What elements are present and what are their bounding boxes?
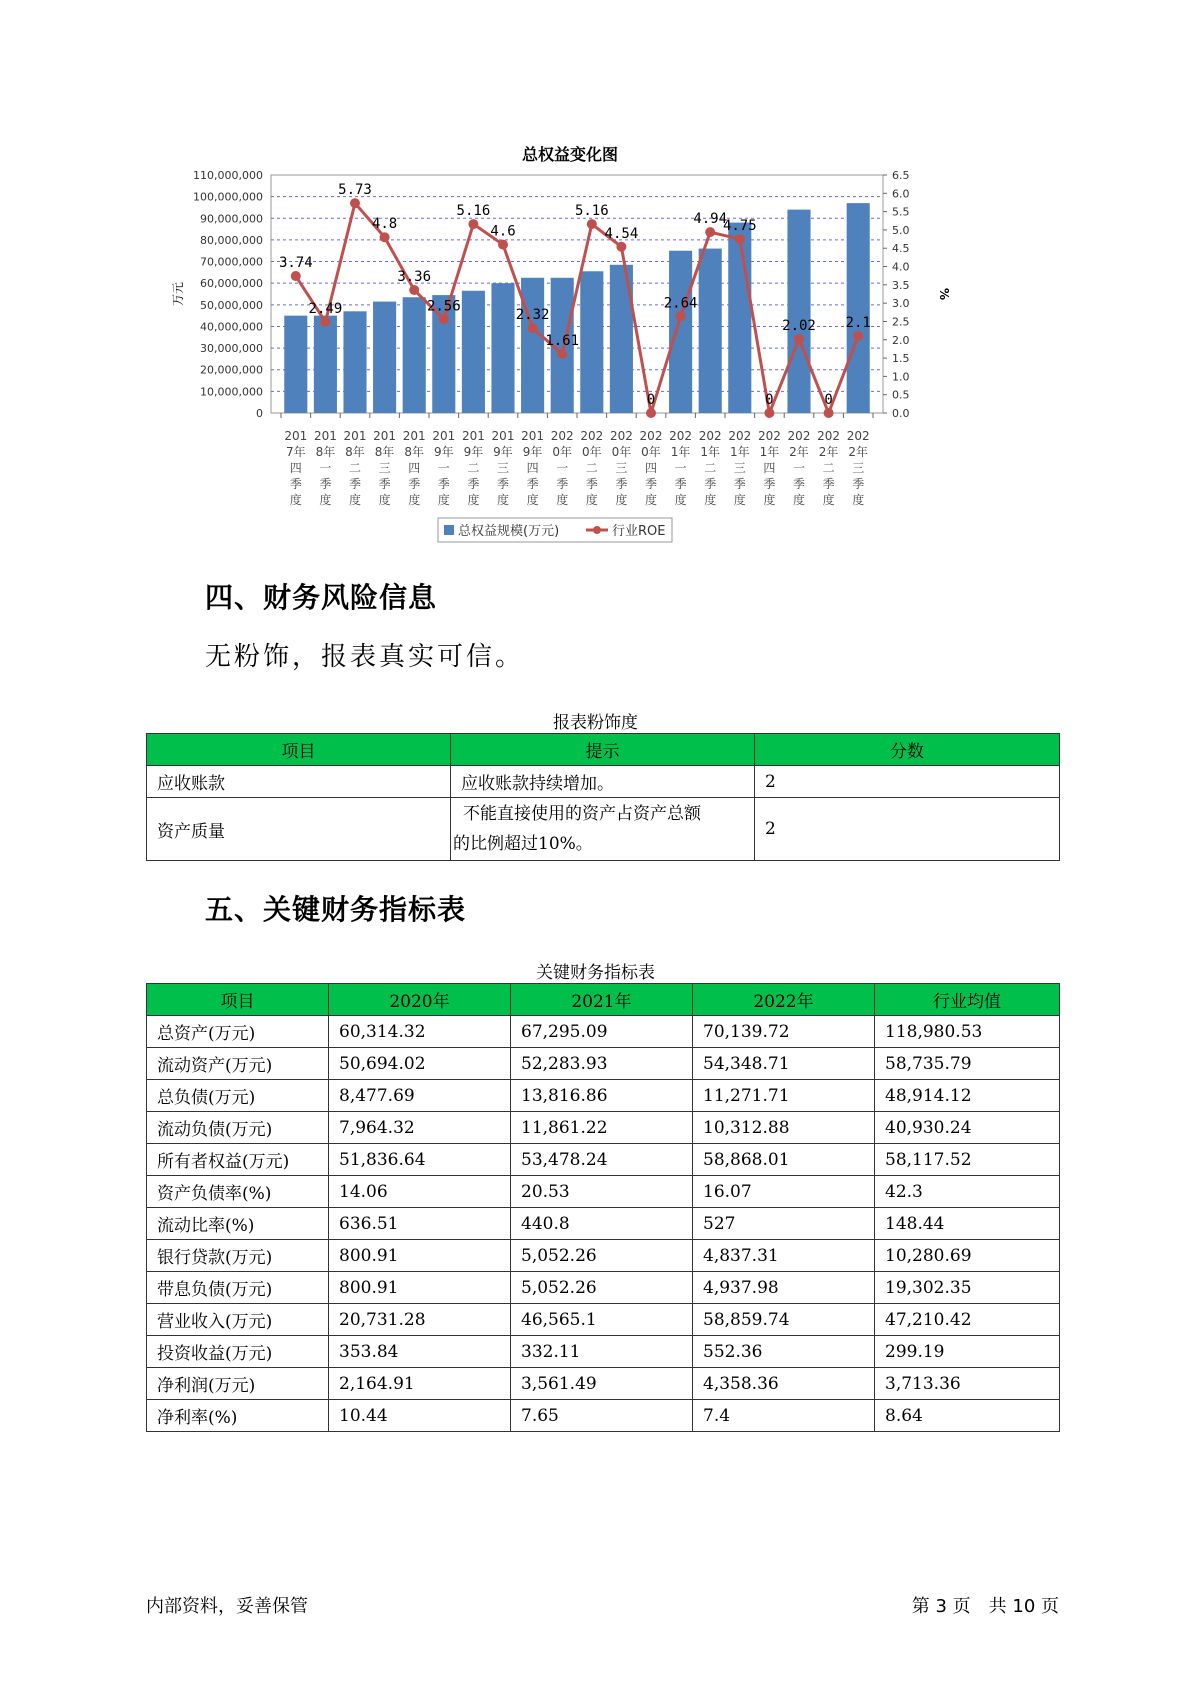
bar bbox=[699, 249, 722, 413]
fin-value-cell: 47,210.42 bbox=[875, 1304, 1060, 1336]
fin-item-cell: 所有者权益(万元) bbox=[147, 1144, 329, 1176]
x-tick-label: 一 bbox=[437, 461, 450, 475]
y-right-tick-label: 4.5 bbox=[892, 242, 910, 256]
x-tick-label: 202 bbox=[550, 429, 574, 443]
table-row bbox=[147, 1016, 1060, 1048]
x-tick-label: 季 bbox=[822, 477, 835, 491]
roe-point bbox=[528, 323, 538, 333]
bar bbox=[669, 251, 692, 413]
x-tick-label: 季 bbox=[437, 477, 450, 491]
roe-data-label: 4.54 bbox=[604, 225, 639, 242]
chart-title: 总权益变化图 bbox=[521, 145, 618, 164]
fin-header-0: 项目 bbox=[147, 984, 329, 1016]
fin-table-header bbox=[147, 984, 1060, 1016]
risk-table bbox=[146, 733, 1060, 861]
x-tick-label: 度 bbox=[556, 493, 569, 507]
y-right-tick-label: 2.5 bbox=[892, 315, 910, 329]
y-left-tick-label: 20,000,000 bbox=[200, 363, 263, 377]
fin-item-cell: 总负债(万元) bbox=[147, 1080, 329, 1112]
x-tick-label: 季 bbox=[348, 477, 362, 491]
fin-value-cell: 299.19 bbox=[875, 1336, 1060, 1368]
fin-item-cell: 带息负债(万元) bbox=[147, 1272, 329, 1304]
roe-data-label: 4.6 bbox=[490, 223, 516, 240]
x-tick-label: 1年 bbox=[700, 445, 721, 459]
risk-header-hint: 提示 bbox=[451, 734, 755, 766]
x-tick-label: 度 bbox=[467, 493, 480, 507]
roe-data-label: 2.1 bbox=[845, 315, 871, 332]
bar bbox=[847, 203, 870, 413]
fin-item-cell: 投资收益(万元) bbox=[147, 1336, 329, 1368]
x-tick-label: 0年 bbox=[611, 445, 632, 459]
fin-value-cell: 58,735.79 bbox=[875, 1048, 1060, 1080]
x-tick-label: 8年 bbox=[404, 445, 425, 459]
fin-header-3: 2022年 bbox=[693, 984, 875, 1016]
roe-point bbox=[557, 349, 567, 359]
fin-table bbox=[146, 983, 1060, 1432]
roe-point bbox=[705, 227, 715, 237]
roe-data-label: 0 bbox=[765, 392, 774, 408]
roe-data-label: 2.32 bbox=[515, 307, 550, 324]
roe-point bbox=[439, 314, 449, 324]
fin-value-cell: 527 bbox=[693, 1208, 875, 1240]
risk-table-header bbox=[147, 734, 1060, 766]
x-tick-label: 二 bbox=[822, 461, 835, 475]
fin-value-cell: 5,052.26 bbox=[511, 1240, 693, 1272]
x-tick-label: 201 bbox=[284, 429, 308, 443]
x-tick-label: 度 bbox=[704, 493, 717, 507]
table-row bbox=[147, 1112, 1060, 1144]
x-tick-label: 202 bbox=[728, 429, 752, 443]
fin-item-cell: 流动资产(万元) bbox=[147, 1048, 329, 1080]
legend-bar-swatch bbox=[444, 525, 454, 535]
fin-item-cell: 流动负债(万元) bbox=[147, 1112, 329, 1144]
risk-table-caption: 报表粉饰度 bbox=[553, 713, 638, 733]
x-tick-label: 度 bbox=[733, 493, 746, 507]
table-row bbox=[147, 1304, 1060, 1336]
fin-value-cell: 7.4 bbox=[693, 1400, 875, 1432]
x-tick-label: 三 bbox=[378, 461, 391, 475]
fin-value-cell: 58,117.52 bbox=[875, 1144, 1060, 1176]
y-right-tick-label: 2.0 bbox=[892, 333, 910, 347]
x-tick-label: 三 bbox=[852, 461, 865, 475]
roe-data-label: 2.49 bbox=[308, 300, 343, 317]
x-tick-label: 季 bbox=[496, 477, 510, 491]
roe-point bbox=[291, 271, 301, 281]
x-tick-label: 季 bbox=[733, 477, 746, 491]
x-tick-label: 二 bbox=[585, 461, 598, 475]
fin-value-cell: 11,861.22 bbox=[511, 1112, 693, 1144]
x-tick-label: 四 bbox=[408, 461, 421, 475]
fin-value-cell: 13,816.86 bbox=[511, 1080, 693, 1112]
roe-point bbox=[468, 219, 478, 229]
table-row bbox=[147, 1272, 1060, 1304]
y-right-tick-label: 4.0 bbox=[892, 260, 910, 274]
x-tick-label: 度 bbox=[437, 493, 450, 507]
risk-score: 2 bbox=[755, 766, 1060, 798]
fin-value-cell: 48,914.12 bbox=[875, 1080, 1060, 1112]
x-tick-label: 度 bbox=[319, 493, 332, 507]
roe-data-label: 4.8 bbox=[371, 216, 398, 233]
fin-item-cell: 资产负债率(%) bbox=[147, 1176, 329, 1208]
fin-value-cell: 52,283.93 bbox=[511, 1048, 693, 1080]
fin-value-cell: 800.91 bbox=[329, 1272, 511, 1304]
fin-value-cell: 51,836.64 bbox=[329, 1144, 511, 1176]
fin-value-cell: 353.84 bbox=[329, 1336, 511, 1368]
x-tick-label: 四 bbox=[289, 461, 302, 475]
roe-data-label: 5.16 bbox=[574, 203, 609, 220]
roe-point bbox=[735, 234, 745, 244]
x-tick-label: 202 bbox=[846, 429, 870, 443]
x-tick-label: 202 bbox=[580, 429, 604, 443]
bar bbox=[491, 283, 514, 413]
fin-header-2: 2021年 bbox=[511, 984, 693, 1016]
x-tick-label: 9年 bbox=[433, 445, 454, 459]
x-tick-label: 202 bbox=[669, 429, 693, 443]
table-row bbox=[147, 1080, 1060, 1112]
fin-value-cell: 8.64 bbox=[875, 1400, 1060, 1432]
x-tick-label: 季 bbox=[526, 477, 539, 491]
footer-page-number: 第 3 页 共 10 页 bbox=[911, 1596, 1059, 1617]
x-tick-label: 二 bbox=[467, 461, 480, 475]
roe-data-label: 0 bbox=[646, 392, 656, 408]
x-tick-label: 季 bbox=[704, 477, 717, 491]
risk-hint-line1: 不能直接使用的资产占资产总额 bbox=[463, 804, 701, 824]
roe-data-label: 2.56 bbox=[426, 298, 461, 315]
fin-value-cell: 46,565.1 bbox=[511, 1304, 693, 1336]
table-row bbox=[147, 798, 1060, 861]
bar bbox=[343, 311, 366, 413]
x-tick-label: 201 bbox=[402, 429, 426, 443]
x-tick-label: 202 bbox=[787, 429, 811, 443]
y-left-tick-label: 80,000,000 bbox=[200, 233, 263, 247]
risk-header-score: 分数 bbox=[755, 734, 1060, 766]
fin-value-cell: 40,930.24 bbox=[875, 1112, 1060, 1144]
y-left-tick-label: 30,000,000 bbox=[200, 342, 263, 356]
x-tick-label: 8年 bbox=[374, 445, 395, 459]
bar bbox=[284, 316, 307, 413]
x-tick-label: 度 bbox=[674, 493, 687, 507]
x-tick-label: 二 bbox=[348, 461, 362, 475]
fin-value-cell: 440.8 bbox=[511, 1208, 693, 1240]
roe-data-label: 2.02 bbox=[782, 318, 816, 335]
x-tick-label: 季 bbox=[615, 477, 628, 491]
fin-value-cell: 67,295.09 bbox=[511, 1016, 693, 1048]
risk-score: 2 bbox=[755, 798, 1060, 861]
x-tick-label: 8年 bbox=[345, 445, 365, 459]
roe-data-label: 3.36 bbox=[397, 268, 432, 285]
x-tick-label: 度 bbox=[792, 493, 806, 507]
roe-point bbox=[587, 219, 597, 229]
x-tick-label: 度 bbox=[526, 493, 539, 507]
x-tick-label: 201 bbox=[373, 429, 397, 443]
risk-hint bbox=[451, 798, 755, 861]
fin-value-cell: 4,937.98 bbox=[693, 1272, 875, 1304]
risk-hint: 应收账款持续增加。 bbox=[451, 766, 755, 798]
y-left-tick-label: 110,000,000 bbox=[193, 169, 263, 182]
x-tick-label: 度 bbox=[822, 493, 835, 507]
fin-item-cell: 净利润(万元) bbox=[147, 1368, 329, 1400]
equity-chart-svg bbox=[160, 130, 980, 600]
roe-point bbox=[498, 240, 508, 250]
x-tick-label: 201 bbox=[432, 429, 456, 443]
roe-point bbox=[646, 408, 656, 418]
bar bbox=[462, 291, 485, 413]
y-right-tick-label: 6.0 bbox=[892, 187, 910, 201]
fin-value-cell: 3,713.36 bbox=[875, 1368, 1060, 1400]
y-left-tick-label: 40,000,000 bbox=[200, 320, 263, 334]
fin-value-cell: 10,280.69 bbox=[875, 1240, 1060, 1272]
x-tick-label: 9年 bbox=[522, 445, 543, 459]
roe-point bbox=[794, 334, 804, 344]
x-tick-label: 202 bbox=[757, 429, 781, 443]
equity-chart bbox=[160, 130, 980, 600]
x-tick-label: 202 bbox=[609, 429, 633, 443]
x-tick-label: 三 bbox=[733, 461, 746, 475]
roe-point bbox=[350, 198, 360, 208]
fin-item-cell: 银行贷款(万元) bbox=[147, 1240, 329, 1272]
x-tick-label: 2年 bbox=[789, 445, 809, 459]
fin-value-cell: 10.44 bbox=[329, 1400, 511, 1432]
fin-value-cell: 16.07 bbox=[693, 1176, 875, 1208]
roe-data-label: 5.16 bbox=[456, 203, 491, 220]
y-right-axis-label: % bbox=[937, 287, 951, 301]
fin-value-cell: 20.53 bbox=[511, 1176, 693, 1208]
x-tick-label: 7年 bbox=[285, 445, 306, 459]
bar bbox=[580, 271, 603, 413]
x-tick-label: 度 bbox=[496, 493, 510, 507]
roe-data-label: 2.64 bbox=[663, 295, 698, 312]
bar bbox=[373, 302, 396, 413]
fin-value-cell: 19,302.35 bbox=[875, 1272, 1060, 1304]
fin-value-cell: 58,859.74 bbox=[693, 1304, 875, 1336]
y-right-tick-label: 5.0 bbox=[892, 223, 910, 237]
x-tick-label: 9年 bbox=[463, 445, 484, 459]
risk-hint-line2: 的比例超过10%。 bbox=[453, 834, 593, 854]
x-tick-label: 季 bbox=[289, 477, 302, 491]
x-tick-label: 季 bbox=[763, 477, 776, 491]
x-tick-label: 201 bbox=[521, 429, 545, 443]
roe-point bbox=[616, 242, 626, 252]
risk-item: 资产质量 bbox=[147, 798, 451, 861]
fin-value-cell: 800.91 bbox=[329, 1240, 511, 1272]
risk-item: 应收账款 bbox=[147, 766, 451, 798]
x-tick-label: 1年 bbox=[759, 445, 780, 459]
fin-header-4: 行业均值 bbox=[875, 984, 1060, 1016]
table-row bbox=[147, 1176, 1060, 1208]
fin-value-cell: 70,139.72 bbox=[693, 1016, 875, 1048]
fin-value-cell: 7.65 bbox=[511, 1400, 693, 1432]
x-tick-label: 季 bbox=[585, 477, 598, 491]
x-tick-label: 度 bbox=[644, 493, 658, 507]
roe-data-label: 4.75 bbox=[722, 218, 757, 235]
roe-point bbox=[380, 232, 390, 242]
x-tick-label: 8年 bbox=[315, 445, 336, 459]
table-row bbox=[147, 766, 1060, 798]
legend-line-label: 行业ROE bbox=[612, 524, 666, 539]
y-left-tick-label: 100,000,000 bbox=[193, 190, 263, 204]
fin-value-cell: 5,052.26 bbox=[511, 1272, 693, 1304]
x-tick-label: 一 bbox=[792, 461, 806, 475]
x-tick-label: 2年 bbox=[818, 445, 839, 459]
table-row bbox=[147, 1240, 1060, 1272]
y-left-axis-label: 万元 bbox=[171, 281, 185, 307]
fin-header-1: 2020年 bbox=[329, 984, 511, 1016]
x-tick-label: 度 bbox=[408, 493, 421, 507]
fin-item-cell: 总资产(万元) bbox=[147, 1016, 329, 1048]
section5-heading: 五、关键财务指标表 bbox=[205, 893, 467, 926]
x-tick-label: 1年 bbox=[729, 445, 750, 459]
x-tick-label: 季 bbox=[792, 477, 806, 491]
fin-value-cell: 8,477.69 bbox=[329, 1080, 511, 1112]
x-tick-label: 9年 bbox=[493, 445, 513, 459]
fin-item-cell: 净利率(%) bbox=[147, 1400, 329, 1432]
fin-value-cell: 54,348.71 bbox=[693, 1048, 875, 1080]
x-tick-label: 201 bbox=[491, 429, 515, 443]
x-tick-label: 2年 bbox=[848, 445, 869, 459]
x-tick-label: 201 bbox=[343, 429, 367, 443]
y-right-tick-label: 5.5 bbox=[892, 205, 910, 219]
fin-value-cell: 636.51 bbox=[329, 1208, 511, 1240]
bar bbox=[403, 297, 426, 413]
y-right-tick-label: 6.5 bbox=[892, 169, 910, 182]
x-tick-label: 四 bbox=[644, 461, 658, 475]
x-tick-label: 四 bbox=[763, 461, 776, 475]
y-left-tick-label: 70,000,000 bbox=[200, 255, 263, 269]
y-right-tick-label: 1.5 bbox=[892, 352, 910, 366]
section4-text: 无粉饰，报表真实可信。 bbox=[205, 642, 525, 672]
table-row bbox=[147, 1368, 1060, 1400]
x-tick-label: 季 bbox=[674, 477, 687, 491]
x-tick-label: 三 bbox=[496, 461, 510, 475]
x-tick-label: 201 bbox=[461, 429, 485, 443]
fin-value-cell: 148.44 bbox=[875, 1208, 1060, 1240]
footer-left: 内部资料，妥善保管 bbox=[146, 1596, 308, 1617]
roe-point bbox=[320, 317, 330, 327]
x-tick-label: 度 bbox=[585, 493, 598, 507]
y-left-tick-label: 50,000,000 bbox=[200, 298, 263, 312]
x-tick-label: 季 bbox=[408, 477, 421, 491]
roe-data-label: 0 bbox=[824, 392, 833, 408]
x-tick-label: 0年 bbox=[641, 445, 661, 459]
y-right-tick-label: 3.5 bbox=[892, 278, 910, 292]
x-tick-label: 0年 bbox=[581, 445, 602, 459]
fin-value-cell: 4,358.36 bbox=[693, 1368, 875, 1400]
fin-value-cell: 552.36 bbox=[693, 1336, 875, 1368]
table-row bbox=[147, 1208, 1060, 1240]
fin-value-cell: 53,478.24 bbox=[511, 1144, 693, 1176]
x-tick-label: 二 bbox=[704, 461, 717, 475]
fin-value-cell: 118,980.53 bbox=[875, 1016, 1060, 1048]
fin-item-cell: 流动比率(%) bbox=[147, 1208, 329, 1240]
fin-value-cell: 20,731.28 bbox=[329, 1304, 511, 1336]
fin-value-cell: 60,314.32 bbox=[329, 1016, 511, 1048]
x-tick-label: 季 bbox=[319, 477, 332, 491]
y-right-tick-label: 0.5 bbox=[892, 388, 910, 402]
roe-data-label: 3.74 bbox=[278, 255, 313, 272]
x-tick-label: 季 bbox=[467, 477, 480, 491]
roe-point bbox=[764, 408, 774, 418]
x-tick-label: 度 bbox=[615, 493, 628, 507]
fin-value-cell: 10,312.88 bbox=[693, 1112, 875, 1144]
fin-value-cell: 332.11 bbox=[511, 1336, 693, 1368]
roe-data-label: 4.94 bbox=[693, 211, 728, 228]
fin-item-cell: 营业收入(万元) bbox=[147, 1304, 329, 1336]
fin-value-cell: 58,868.01 bbox=[693, 1144, 875, 1176]
roe-point bbox=[853, 331, 863, 341]
roe-point bbox=[409, 285, 419, 295]
table-row bbox=[147, 1048, 1060, 1080]
fin-table-body bbox=[147, 1016, 1060, 1432]
x-tick-label: 202 bbox=[817, 429, 841, 443]
fin-value-cell: 50,694.02 bbox=[329, 1048, 511, 1080]
roe-data-label: 1.61 bbox=[545, 333, 580, 350]
x-tick-label: 一 bbox=[556, 461, 569, 475]
roe-point bbox=[676, 311, 686, 321]
fin-value-cell: 4,837.31 bbox=[693, 1240, 875, 1272]
x-tick-label: 一 bbox=[674, 461, 687, 475]
y-right-tick-label: 1.0 bbox=[892, 370, 910, 384]
risk-header-item: 项目 bbox=[147, 734, 451, 766]
y-right-tick-label: 0.0 bbox=[892, 407, 910, 420]
x-tick-label: 202 bbox=[698, 429, 722, 443]
bar bbox=[521, 278, 544, 413]
table-row bbox=[147, 1336, 1060, 1368]
fin-value-cell: 3,561.49 bbox=[511, 1368, 693, 1400]
x-tick-label: 一 bbox=[319, 461, 332, 475]
x-tick-label: 度 bbox=[378, 493, 391, 507]
x-tick-label: 201 bbox=[313, 429, 337, 443]
y-left-tick-label: 0 bbox=[256, 407, 263, 420]
x-tick-label: 季 bbox=[378, 477, 391, 491]
fin-value-cell: 42.3 bbox=[875, 1176, 1060, 1208]
fin-value-cell: 7,964.32 bbox=[329, 1112, 511, 1144]
x-tick-label: 四 bbox=[526, 461, 539, 475]
legend-line-marker bbox=[593, 526, 601, 534]
x-tick-label: 三 bbox=[615, 461, 628, 475]
roe-point bbox=[824, 408, 834, 418]
x-tick-label: 202 bbox=[639, 429, 663, 443]
y-right-tick-label: 3.0 bbox=[892, 297, 910, 311]
x-tick-label: 度 bbox=[763, 493, 776, 507]
bar bbox=[787, 210, 810, 413]
x-tick-label: 度 bbox=[852, 493, 865, 507]
fin-value-cell: 11,271.71 bbox=[693, 1080, 875, 1112]
x-tick-label: 季 bbox=[556, 477, 569, 491]
table-row bbox=[147, 1144, 1060, 1176]
x-tick-label: 季 bbox=[852, 477, 865, 491]
table-row bbox=[147, 1400, 1060, 1432]
fin-value-cell: 14.06 bbox=[329, 1176, 511, 1208]
y-left-tick-label: 10,000,000 bbox=[200, 385, 263, 399]
y-left-tick-label: 90,000,000 bbox=[200, 212, 263, 226]
y-left-tick-label: 60,000,000 bbox=[200, 277, 263, 291]
x-tick-label: 1年 bbox=[670, 445, 691, 459]
section4-heading: 四、财务风险信息 bbox=[205, 581, 438, 614]
x-tick-label: 度 bbox=[348, 493, 362, 507]
legend-bar-label: 总权益规模(万元) bbox=[458, 524, 560, 539]
roe-data-label: 5.73 bbox=[338, 182, 372, 199]
x-tick-label: 度 bbox=[289, 493, 302, 507]
fin-value-cell: 2,164.91 bbox=[329, 1368, 511, 1400]
x-tick-label: 0年 bbox=[552, 445, 573, 459]
bar bbox=[728, 223, 751, 413]
fin-table-caption: 关键财务指标表 bbox=[536, 963, 655, 983]
x-tick-label: 季 bbox=[644, 477, 658, 491]
bar bbox=[314, 316, 337, 413]
